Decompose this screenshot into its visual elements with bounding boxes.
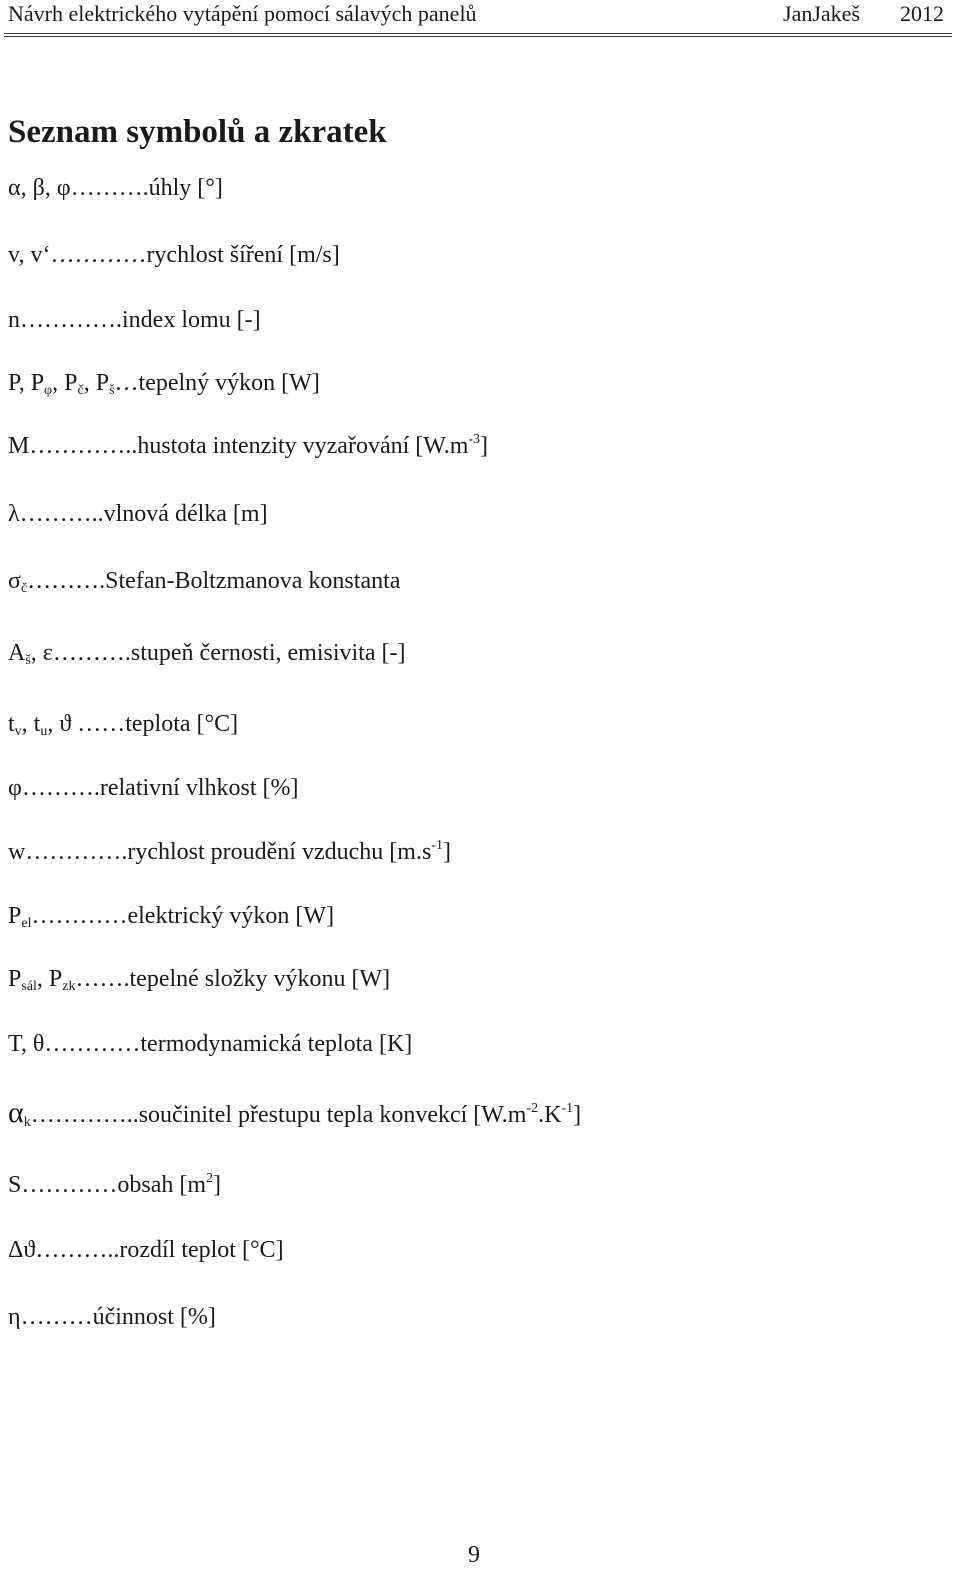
entry-symbol: η [8,1304,21,1330]
entry-dots: … [114,370,139,396]
entry-symbol: $P_{sál}$, $P_{zk}$ [8,966,76,994]
entry-symbol: $t_v$, $t_u$, ϑ [8,711,78,739]
entry-dots: ……… [20,1304,93,1330]
entry-symbol: $\sigma_č$ [8,568,28,596]
symbol-entry [8,1301,216,1333]
entry-symbol: α, β, φ [8,175,71,201]
entry-description: úhly [°] [148,175,223,201]
entry-symbol: n [8,307,20,333]
symbol-entry [8,1234,284,1266]
entry-dots: ………. [21,775,100,801]
entry-description: relativní vlhkost [%] [99,775,299,801]
entry-dots: ……….. [35,1237,120,1263]
header-divider [4,33,952,37]
entry-dots: ………….. [29,433,138,459]
entry-symbol: P, $P_\varphi$, $P_č$, $P_š$ [8,370,115,398]
entry-dots: ………… [44,1031,141,1057]
entry-description: Stefan-Boltzmanova konstanta [105,568,401,594]
header-title: Návrh elektrického vytápění pomocí sálavých panelů [8,1,477,26]
symbol-entry [8,1169,221,1201]
symbol-entry [8,304,261,336]
symbol-entry [8,963,390,995]
symbol-entry [8,430,488,462]
entry-symbol: v, v‘ [8,242,51,268]
entry-symbol: S [8,1172,22,1198]
header-year: 2012 [900,1,944,26]
symbol-entry [8,239,340,271]
symbol-entry [8,1028,412,1060]
entry-description: obsah $[m^2]$ [117,1171,222,1198]
entry-symbol: $A_š$, ε [8,640,53,668]
entry-description: teplota [°C] [125,711,239,737]
entry-description: vlnová délka [m] [103,501,268,527]
page-header [8,0,952,28]
page-number: 9 [468,1542,480,1568]
header-author: JanJakeš [783,1,860,26]
symbol-entry [8,772,298,804]
entry-description: termodynamická teplota [K] [140,1031,413,1057]
symbol-entry [8,637,405,669]
entry-symbol: T, θ [8,1031,45,1057]
entry-dots: …………. [25,839,128,865]
symbol-entry [8,367,320,399]
entry-description: tepelný výkon [W] [138,370,320,396]
entry-description: elektrický výkon [W] [127,903,335,929]
entry-description: stupeň černosti, emisivita [-] [130,640,406,666]
entry-dots: ……….. [19,501,104,527]
symbol-entry [8,565,400,597]
entry-description: index lomu [-] [122,307,261,333]
entry-description: tepelné složky výkonu [W] [129,966,391,992]
entry-dots: …………. [20,307,122,333]
entry-description: hustota intenzity vyzařování $[W.m^{-3}]$ [137,432,489,459]
page-title: Seznam symbolů a zkratek [8,114,387,150]
entry-description: účinnost [%] [92,1304,216,1330]
entry-symbol: $P_{el}$ [8,903,32,931]
entry-description: rozdíl teplot [°C] [119,1237,284,1263]
symbol-entry [8,836,451,868]
symbol-entry [8,900,334,932]
entry-symbol: M [8,433,30,459]
entry-symbol: λ [8,501,20,527]
entry-description: součinitel přestupu tepla konvekcí $[W.m^{-2}.K^{-1}]$ [138,1101,582,1128]
entry-dots: ………… [21,1172,118,1198]
entry-description: rychlost proudění vzduchu $[m.s^{-1}]$ [127,838,451,865]
entry-symbol: φ [8,775,22,801]
entry-symbol: Δϑ [8,1237,36,1263]
entry-dots: ………….. [30,1102,139,1128]
symbol-entry [8,1097,581,1131]
symbol-entry [8,498,268,530]
entry-dots: ………. [70,175,149,201]
entry-dots: ………. [52,640,131,666]
entry-dots: …… [77,711,126,737]
entry-dots: ……. [75,966,130,992]
entry-dots: ………. [27,568,106,594]
symbol-entry [8,708,238,740]
symbol-entry [8,172,223,204]
entry-description: rychlost šíření [m/s] [146,242,340,268]
entry-dots: ………… [50,242,147,268]
entry-symbol: w [8,839,26,865]
entry-dots: ………… [31,903,128,929]
entry-symbol: $\alpha_k$ [8,1096,31,1130]
